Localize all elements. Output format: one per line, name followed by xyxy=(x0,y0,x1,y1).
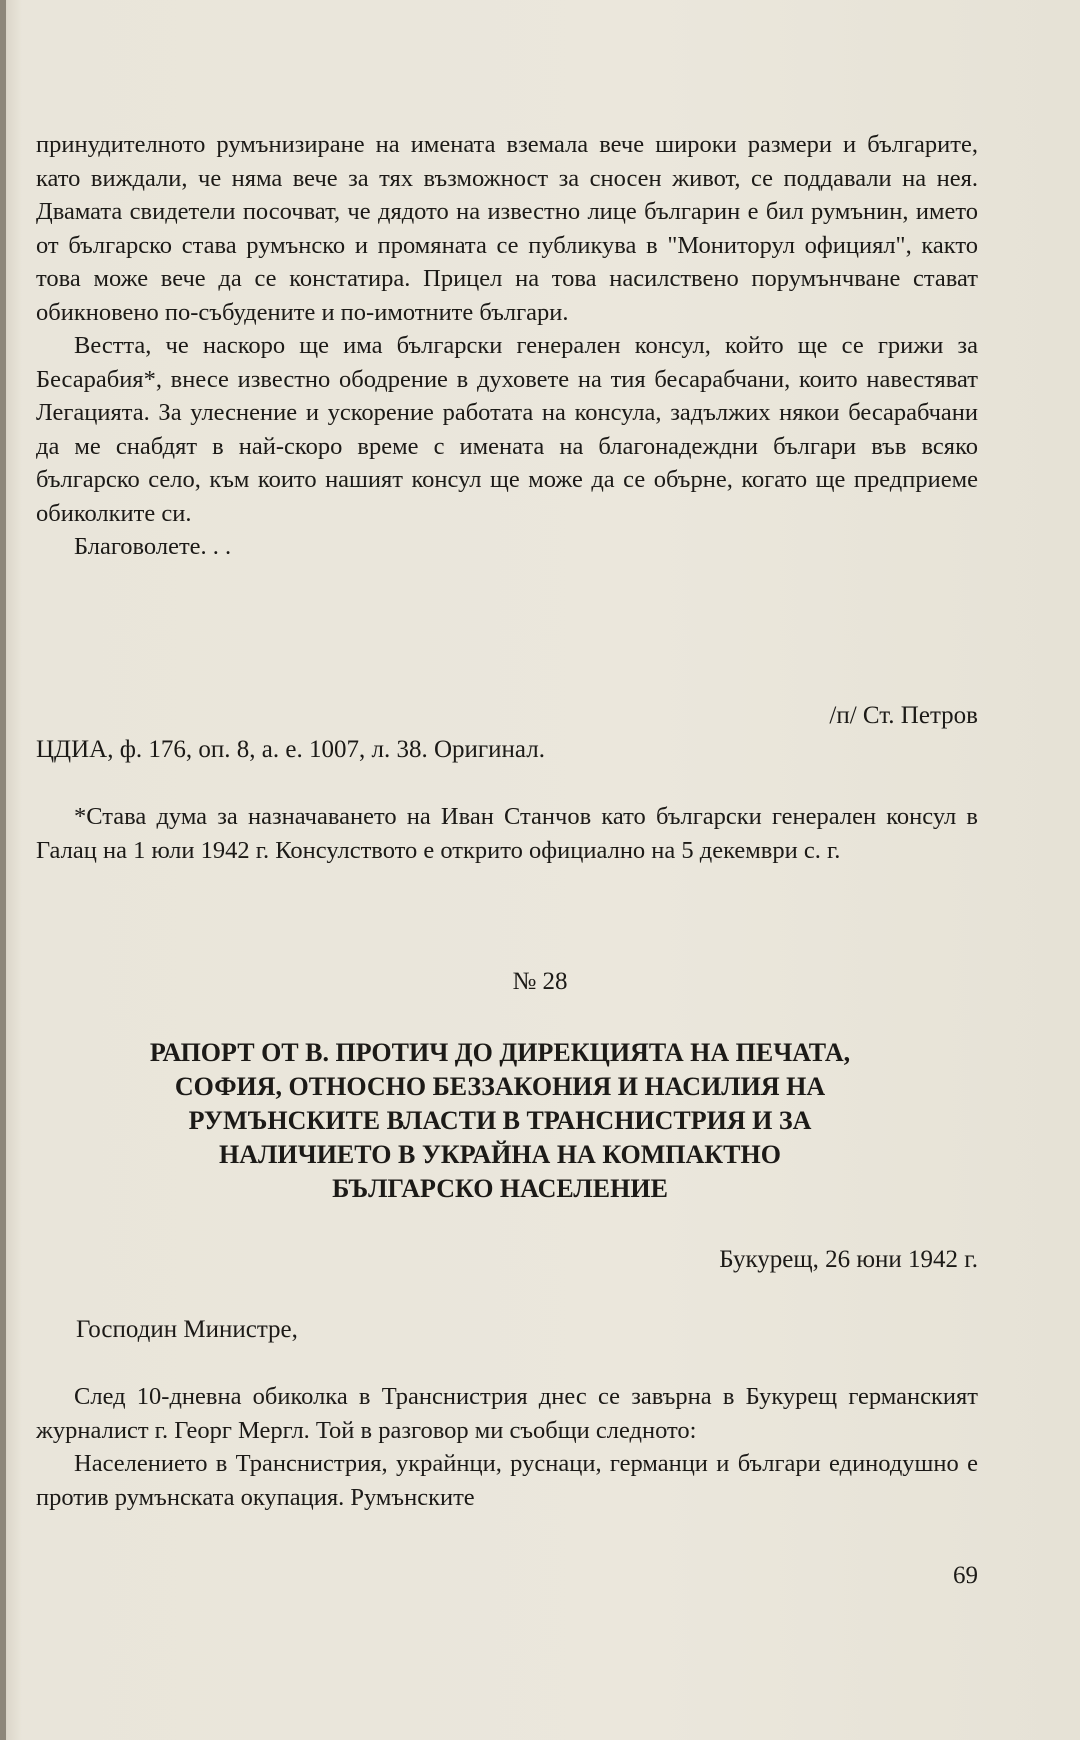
paragraph: Вестта, че наскоро ще има български генерален консул, който ще се грижи за Бесарабия*, внесе известно ободрение в духовете на тия бесарабчани, които навестяват Легацията. За улеснение и ускорение работата на консула, задължих някои бесарабчани да ме снабдят в най-скоро време с имената на благонадеждни българи във всяко българско село, към които нашият консул ще може да се обърне, когато ще предприеме обиколките си. xyxy=(36,332,978,527)
salutation: Господин Министре, xyxy=(76,1316,298,1343)
document-title xyxy=(60,1036,940,1206)
title-line: СОФИЯ, ОТНОСНО БЕЗЗАКОНИЯ И НАСИЛИЯ НА xyxy=(174,1072,826,1101)
continued-text-block xyxy=(36,128,978,564)
title-line: БЪЛГАРСКО НАСЕЛЕНИЕ xyxy=(332,1174,668,1203)
paragraph: Населението в Транснистрия, украйнци, руснаци, германци и българи единодушно е против румънската окупация. Румънските xyxy=(36,1450,978,1511)
closing-phrase: Благоволете. . . xyxy=(74,533,232,560)
report-text-block xyxy=(36,1380,978,1514)
signature: /п/ Ст. Петров xyxy=(829,702,978,729)
page-number: 69 xyxy=(953,1562,978,1589)
paragraph: принудителното румънизиране на имената вземала вече широки размери и българите, като виждали, че няма вече за тях възможност за сносен живот, се поддавали на нея. Двамата свидетели посочват, че дядото на известно лице българин е бил румънин, името от българско става румънско и промяната се публикува в "Мониторул официял", както това може вече да се констатира. Прицел на това насилствено порумънчване стават обикновено по-събудените и по-имотните българи. xyxy=(36,131,978,326)
document-number: № 28 xyxy=(512,968,568,995)
document-date: Букурещ, 26 юни 1942 г. xyxy=(719,1246,978,1273)
title-line: НАЛИЧИЕТО В УКРАЙНА НА КОМПАКТНО xyxy=(219,1140,781,1169)
page-spine-edge xyxy=(0,0,6,1740)
footnote xyxy=(36,800,978,867)
archive-source: ЦДИА, ф. 176, оп. 8, а. е. 1007, л. 38. Оригинал. xyxy=(36,736,545,763)
paragraph: След 10-дневна обиколка в Транснистрия днес се завърна в Букурещ германският журналист г. Георг Мергл. Той в разговор ми съобщи следното: xyxy=(36,1383,978,1444)
footnote-text: *Става дума за назначаването на Иван Станчов като български генерален консул в Галац на 1 юли 1942 г. Консулството е открито официално на 5 декември с. г. xyxy=(36,803,978,864)
title-line: РУМЪНСКИТЕ ВЛАСТИ В ТРАНСНИСТРИЯ И ЗА xyxy=(188,1106,812,1135)
title-line: РАПОРТ ОТ В. ПРОТИЧ ДО ДИРЕКЦИЯТА НА ПЕЧАТА, xyxy=(149,1038,851,1067)
